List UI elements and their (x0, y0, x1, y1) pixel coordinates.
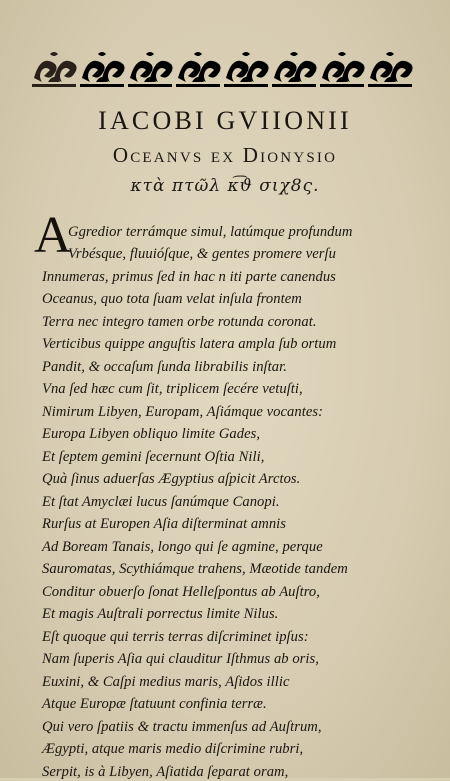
verse-line: Verticibus quippe anguſtis latera ampla ſub ortum (42, 336, 337, 352)
verse-line: Europa Libyen obliquo limite Gades, (42, 426, 261, 442)
verse-line: Nimirum Libyen, Europam, Aſiámque vocantes: (42, 404, 324, 420)
verse-line: Rurſus at Europen Aſia diſterminat amnis (42, 516, 287, 532)
verse-line: Atque Europæ ſtatuunt confinia terræ. (42, 696, 267, 712)
verse-line: Euxini, & Caſpi medius maris, Aſidos illic (42, 674, 290, 690)
verse-line: Nam ſuperis Aſia qui clauditur Iſthmus ab oris, (42, 651, 319, 667)
verse-line: Sauromatas, Scythiámque trahens, Mæotide tandem (42, 561, 348, 577)
verse-line: Vrbésque, fluuióſque, & gentes promere verſu (68, 246, 336, 262)
verse-line: Serpit, is à Libyen, Aſiatida ſeparat oram, (42, 764, 289, 780)
verse-line: Qui vero ſpatiis & tractu immenſus ad Auſtrum, (42, 719, 322, 735)
ornament-band (32, 52, 77, 87)
verse-line: Et magis Auſtrali porrectus limite Nilus. (42, 606, 279, 622)
verse-line: Et ſtat Amyclæi lucus ſanúmque Canopi. (42, 494, 280, 510)
page-title: IACOBI GVIIONII (98, 106, 352, 135)
headpiece-ornament (30, 48, 418, 90)
verse-line: Pandit, & occaſum ſunda librabilis inſtar. (42, 359, 287, 375)
verse-line: Eſt quoque qui terris terras diſcriminet ipſus: (42, 629, 309, 645)
drop-cap: A (34, 207, 72, 264)
verse-line: Innumeras, primus ſed in hac n iti parte canendus (42, 269, 336, 285)
verse-line: Ægypti, atque maris medio diſcrimine rubri, (42, 741, 304, 757)
verse-line: Conditur obuerſo ſonat Helleſpontus ab Auſtro, (42, 584, 320, 600)
verse-line: Et ſeptem gemini ſecernunt Oſtia Nili, (42, 449, 265, 465)
verse-line: Ad Boream Tanais, longo qui ſe agmine, perque (42, 539, 323, 555)
verse-line: Oceanus, quo tota ſuam velat inſula frontem (42, 291, 302, 307)
greek-subtitle: κτὰ πτῶλ κ͡ϑ σιχ8ς. (130, 176, 320, 196)
verse-line: Terra nec integro tamen orbe rotunda coronat. (42, 314, 317, 330)
verse-line: Quà ſinus aduerſas Ægyptius aſpicit Arctos. (42, 471, 301, 487)
verse-line: Vna ſed hæc cum ſit, triplicem ſecére vetuſti, (42, 381, 303, 397)
verse-line: Ggredior terrámque simul, latúmque profundum (68, 224, 353, 240)
page-subtitle: Oceanvs ex Dionysio (112, 143, 338, 167)
